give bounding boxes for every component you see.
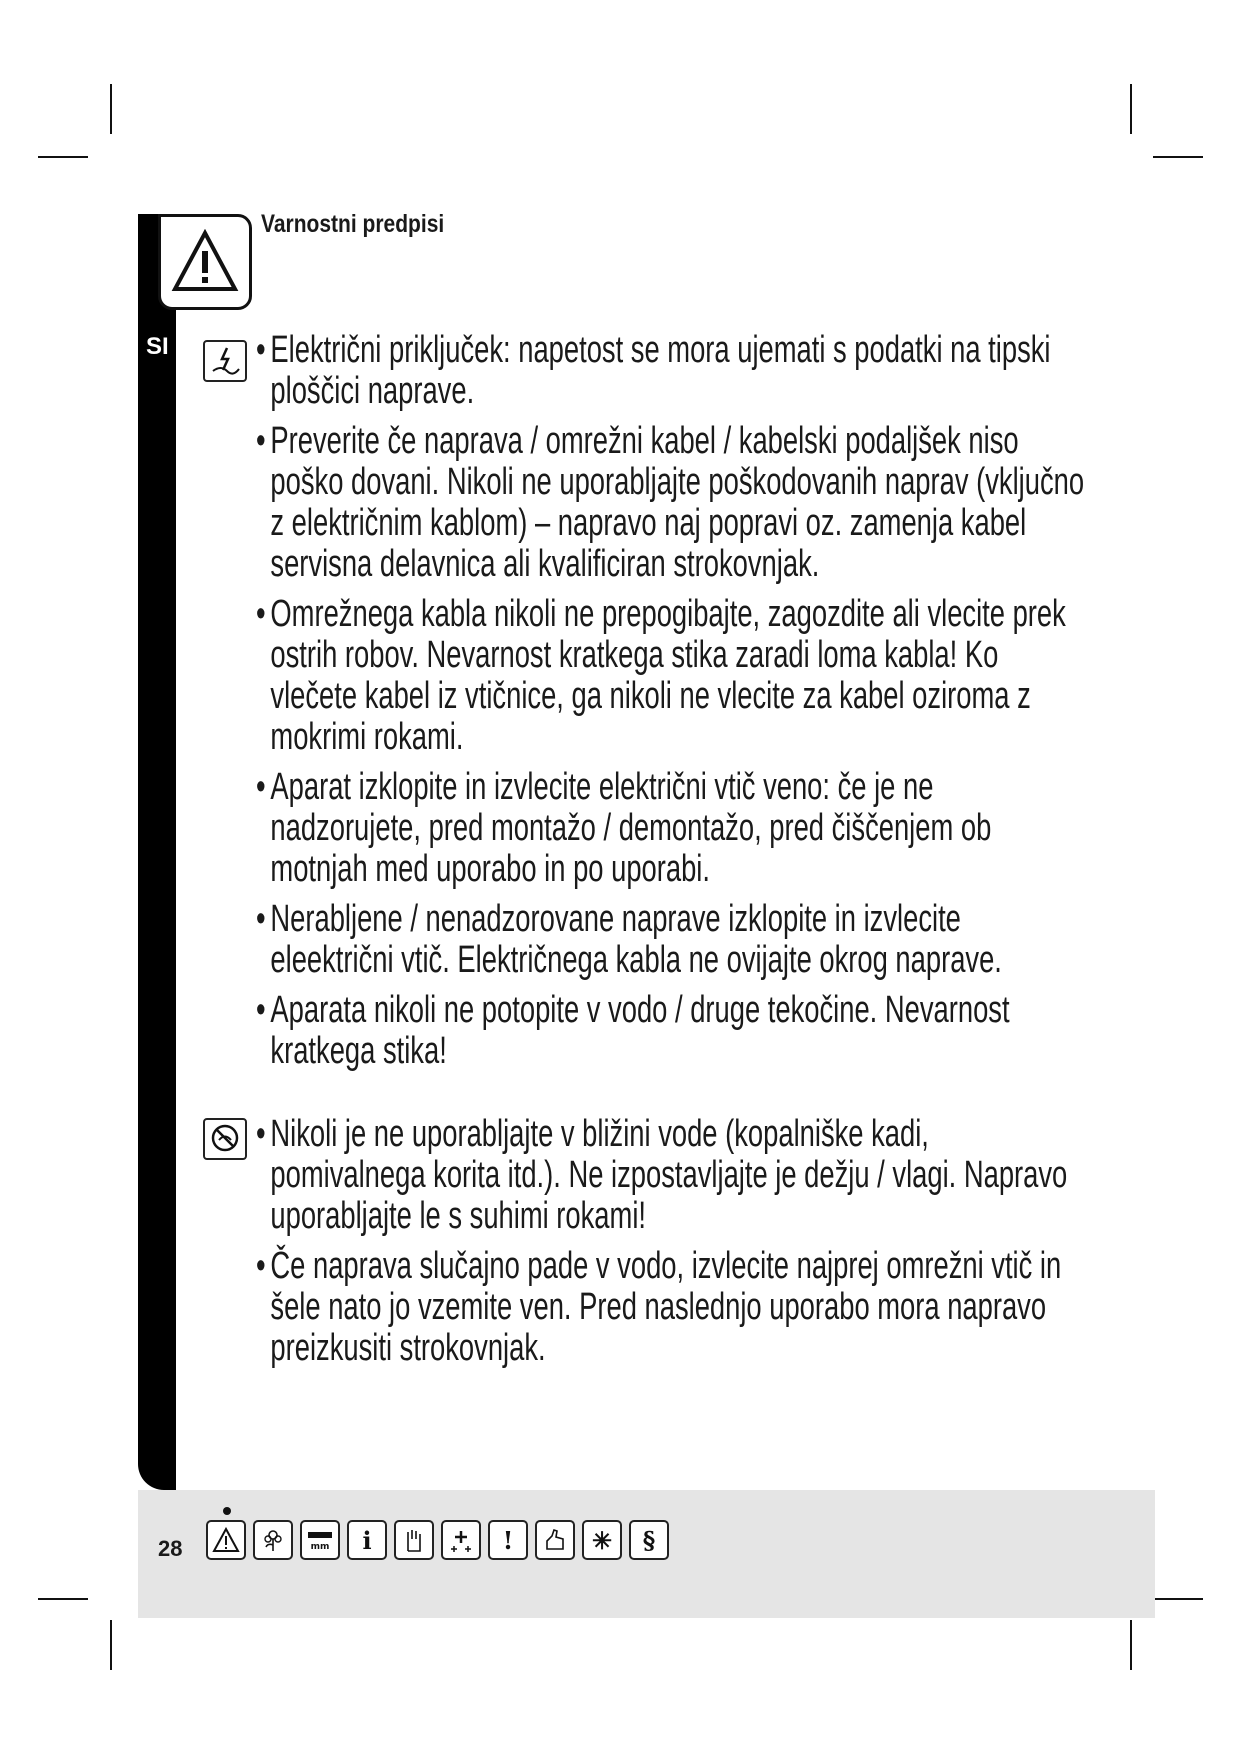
crop-mark <box>38 156 88 158</box>
safety-group-water <box>256 1114 1076 1378</box>
svg-text:mm: mm <box>310 1542 330 1552</box>
safety-bullet: • Nikoli je ne uporabljajte v bližini vode (kopalniške kadi, pomivalnega korita itd.). Ne izpostavljajte je dežju / vlagi. Napravo uporabljajte le s suhimi rokami! <box>256 1114 1091 1237</box>
safety-bullet: • Preverite če naprava / omrežni kabel / kabelski podaljšek niso poško dovani. Nikoli ne uporabljajte poškodovanih naprav (vključno z električnim kablom) – napravo naj popravi oz. zamenja kabel servisna delavnica ali kvalificiran strokovnjak. <box>256 421 1091 585</box>
info-icon[interactable]: i <box>347 1520 387 1560</box>
crop-mark <box>1130 1620 1132 1670</box>
safety-bullet: • Če naprava slučajno pade v vodo, izvlecite najprej omrežni vtič in šele nato jo vzemite ven. Pred naslednjo uporabo mora napravo preizkusiti strokovnjak. <box>256 1246 1091 1369</box>
language-tag: SI <box>146 333 169 360</box>
page-number: 28 <box>158 1536 183 1561</box>
flower-icon[interactable] <box>253 1520 293 1560</box>
section-sign-icon[interactable]: § <box>629 1520 669 1560</box>
safety-bullet: • Električni priključek: napetost se mora ujemati s podatki na tipski ploščici naprave. <box>256 330 1091 412</box>
snowflake-icon[interactable]: ✳ <box>582 1520 622 1560</box>
crop-mark <box>1153 1598 1203 1600</box>
crop-mark <box>1153 156 1203 158</box>
warning-triangle-icon <box>171 229 239 293</box>
crop-mark <box>38 1598 88 1600</box>
safety-bullet: • Omrežnega kabla nikoli ne prepogibajte, zagozdite ali vlecite prek ostrih robov. Nevarnost kratkega stika zaradi loma kabla! Ko vlečete kabel iz vtičnice, ga nikoli ne vlecite za kabel oziroma z mokrimi rokami. <box>256 594 1091 758</box>
safety-bullet: • Aparata nikoli ne potopite v vodo / druge tekočine. Nevarnost kratkega stika! <box>256 990 1091 1072</box>
crop-mark <box>1130 84 1132 134</box>
section-title: Varnostni predpisi <box>261 210 445 238</box>
safety-bullet: • Nerabljene / nenadzorovane naprave izklopite in izvlecite eleektrični vtič. Električnega kabla ne ovijajte okrog naprave. <box>256 899 1091 981</box>
section-nav <box>206 1520 669 1560</box>
safety-bullet: • Aparat izklopite in izvlecite električni vtič veno: če je ne nadzorujete, pred montažo / demontažo, pred čiščenjem ob motnjah med uporabo in po uporabi. <box>256 767 1091 890</box>
ruler-mm-icon[interactable] <box>300 1520 340 1560</box>
crop-mark <box>110 1620 112 1670</box>
hand-pointer-icon[interactable] <box>535 1520 575 1560</box>
first-aid-plus-icon[interactable] <box>441 1520 481 1560</box>
crop-mark <box>110 84 112 134</box>
side-bar <box>138 214 176 1490</box>
warning-triangle-icon[interactable] <box>206 1520 246 1560</box>
electric-plug-icon <box>203 340 247 382</box>
glove-hand-icon[interactable] <box>394 1520 434 1560</box>
warning-header-icon <box>158 214 252 310</box>
exclamation-icon[interactable]: ! <box>488 1520 528 1560</box>
active-section-dot <box>223 1507 231 1515</box>
safety-group-electric <box>256 329 1085 1081</box>
no-water-icon <box>203 1118 247 1160</box>
